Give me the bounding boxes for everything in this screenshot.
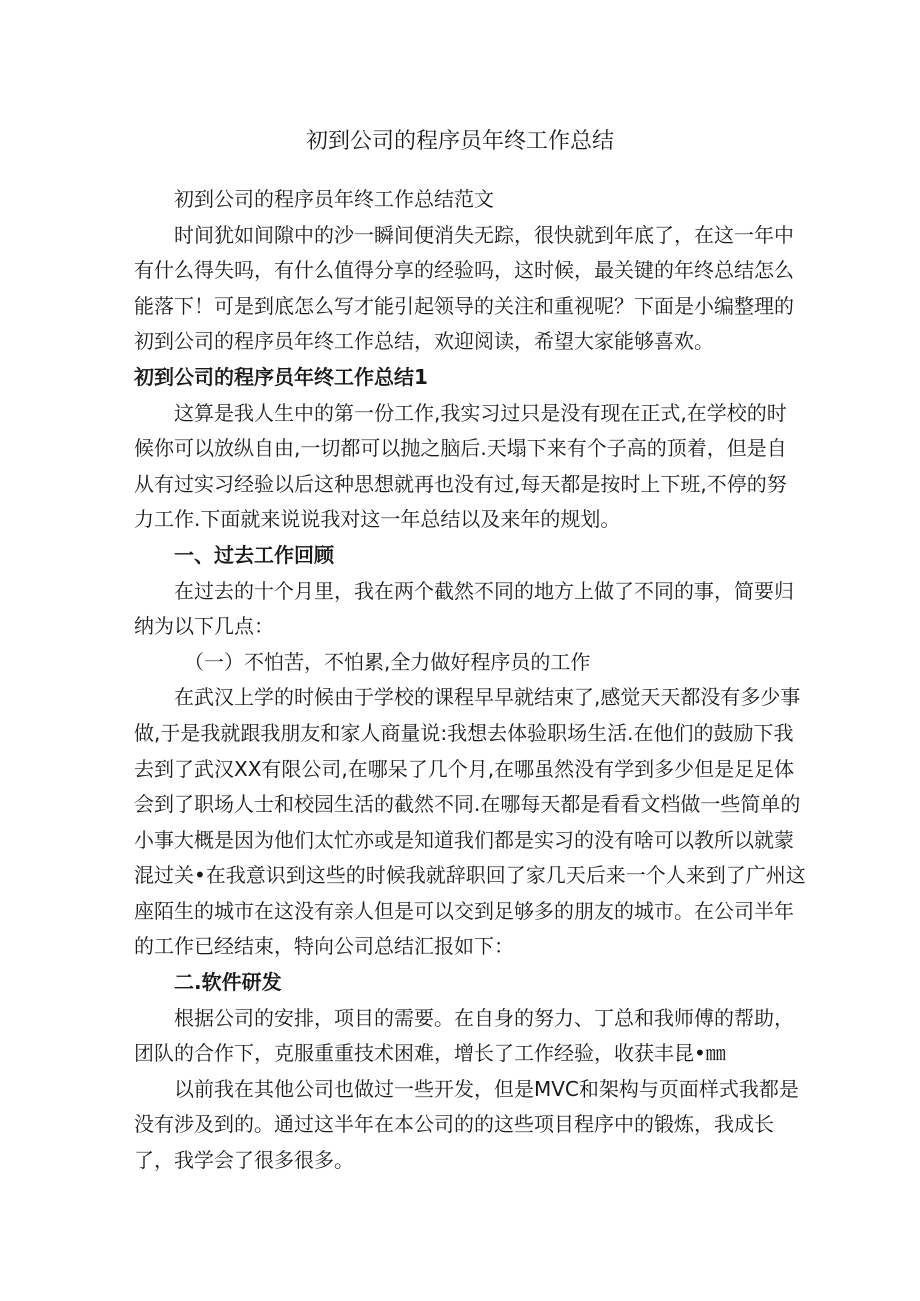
- document-body: [134, 182, 806, 1179]
- subheading-past-review: 一、过去工作回顾: [174, 542, 334, 567]
- document-title: 初到公司的程序员年终工作总结: [305, 129, 614, 154]
- list-item-heading: （一）不怕苦，不怕累,全力做好程序员的工作: [184, 649, 591, 674]
- subheading-software-dev: 二.软件研发: [174, 970, 282, 995]
- subtitle-paragraph: 初到公司的程序员年终工作总结范文: [174, 187, 494, 211]
- body-paragraph: 根据公司的安排，项目的需要。在自身的努力、丁总和我师傅的帮助，团队的合作下，克服重重技术困难，增长了工作经验，收获丰昆•㎜: [134, 1005, 794, 1066]
- body-paragraph: 以前我在其他公司也做过一些开发，但是MVC和架构与页面样式我都是没有涉及到的。通过这半年在本公司的的这些项目程序中的锻炼，我成长了，我学会了很多很多。: [134, 1076, 799, 1173]
- intro-paragraph: 时间犹如间隙中的沙一瞬间便消失无踪，很快就到年底了，在这一年中有什么得失吗，有什么值得分享的经验吗，这时候，最关键的年终总结怎么能落下！可是到底怎么写才能引起领导的关注和重视呢？下面是小编整理的初到公司的程序员年终工作总结，欢迎阅读，希望大家能够喜欢。: [134, 222, 794, 354]
- body-paragraph: 这算是我人生中的第一份工作,我实习过只是没有现在正式,在学校的时候你可以放纵自由,一切都可以抛之脑后.天塌下来有个子高的顶着，但是自从有过实习经验以后这种思想就再也没有过,每天都是按时上下班,不停的努力工作.下面就来说说我对这一年总结以及来年的规划。: [134, 400, 787, 532]
- body-paragraph: 在过去的十个月里，我在两个截然不同的地方上做了不同的事，简要归纳为以下几点：: [134, 578, 794, 639]
- body-paragraph: 在武汉上学的时候由于学校的课程早早就结束了,感觉天天都没有多少事做,于是我就跟我朋友和家人商量说:我想去体验职场生活.在他们的鼓励下我去到了武汉XX有限公司,在哪呆了几个月,在哪虽然没有学到多少但是足足体会到了职场人士和校园生活的截然不同.在哪每天都是看看文档做一些简单的小事大概是因为他们太忙亦或是知道我们都是实习的没有啥可以教所以就蒙混过关•在我意识到这些的时候我就辞职回了家几天后来一个人来到了广州这座陌生的城市在这没有亲人但是可以交到足够多的朋友的城市。在公司半年的工作已经结束，特向公司总结汇报如下：: [134, 685, 806, 959]
- section-heading-1: 初到公司的程序员年终工作总结1: [134, 364, 428, 389]
